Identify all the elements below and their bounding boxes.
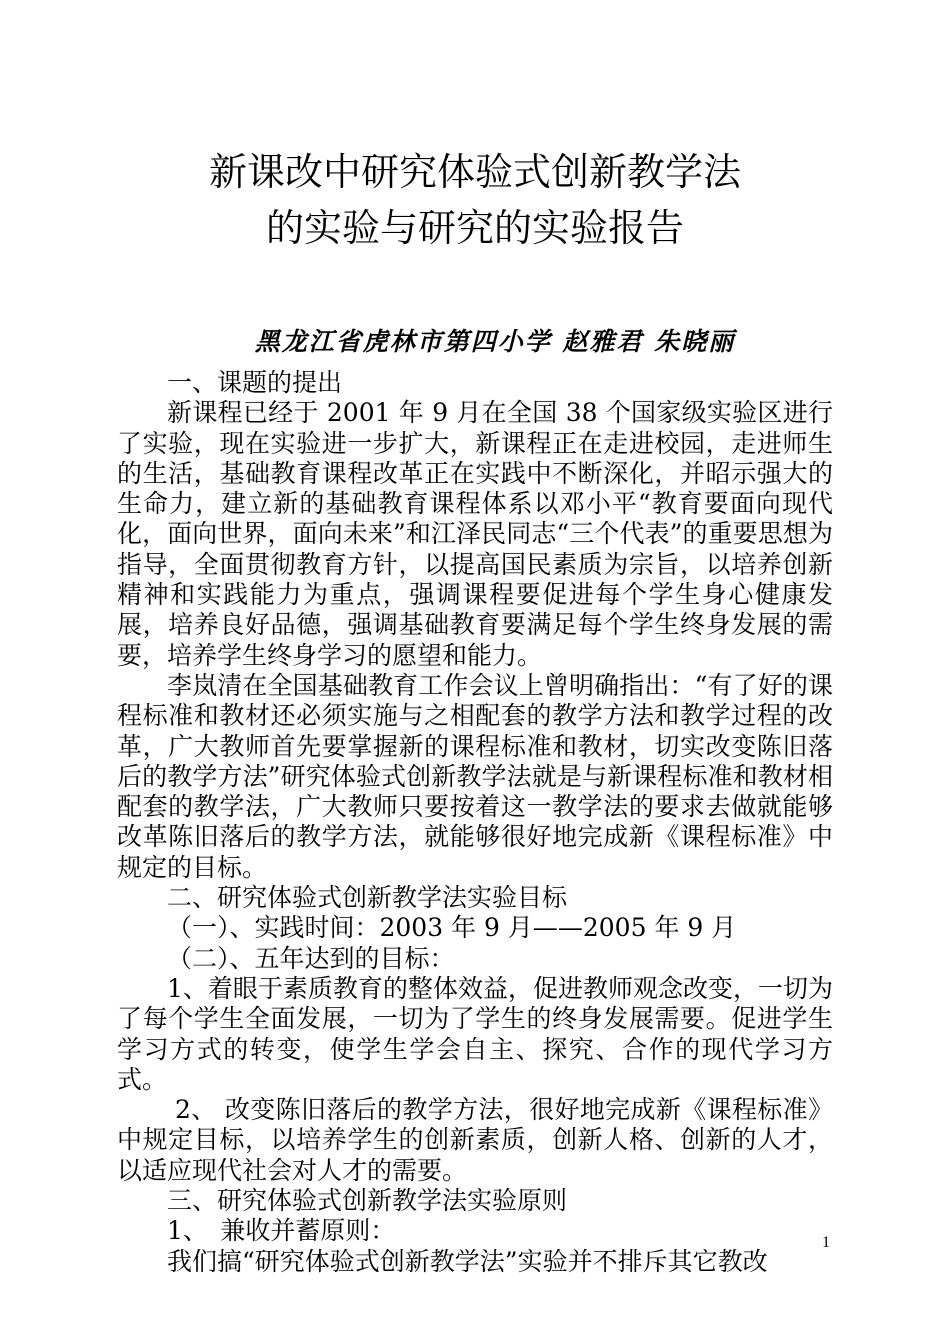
subheading: （一）、实践时间：2003 年 9 月——2005 年 9 月 [167,913,737,943]
section-heading-3: 三、研究体验式创新教学法实验原则 [167,1186,568,1216]
document-body [117,368,833,1277]
page-number: 1 [822,1234,830,1251]
list-item: 2、 改变陈旧落后的教学方法，很好地完成新《课程标准》中规定目标，以培养学生的创新素质，创新人格、创新的人才，以适应现代社会对人才的需要。 [117,1095,833,1185]
paragraph: 我们搞“研究体验式创新教学法”实验并不排斥其它教改 [167,1246,768,1276]
paragraph: 李岚清在全国基础教育工作会议上曾明确指出：“有了好的课程标准和教材还必须实施与之相配套的教学方法和教学过程的改革，广大教师首先要掌握新的课程标准和教材，切实改变陈旧落后的教学方法”研究体验式创新教学法就是与新课程标准和教材相配套的教学法，广大教师只要按着这一教学法的要求去做就能够改革陈旧落后的教学方法，就能够很好地完成新《课程标准》中规定的目标。 [117,670,833,882]
paragraph: 新课程已经于 2001 年 9 月在全国 38 个国家级实验区进行了实验，现在实验进一步扩大，新课程正在走进校园，走进师生的生活，基础教育课程改革正在实践中不断深化，并昭示强大的生命力，建立新的基础教育课程体系以邓小平“教育要面向现代化，面向世界，面向未来”和江泽民同志“三个代表”的重要思想为指导，全面贯彻教育方针，以提高国民素质为宗旨，以培养创新精神和实践能力为重点，强调课程要促进每个学生身心健康发展，培养良好品德，强调基础教育要满足每个学生终身发展的需要，培养学生终身学习的愿望和能力。 [117,398,833,670]
author-byline: 黑龙江省虎林市第四小学 赵雅君 朱晓丽 [254,327,736,356]
document-title-line2: 的实验与研究的实验报告 [265,206,684,250]
section-heading-2: 二、研究体验式创新教学法实验目标 [167,883,568,913]
subheading: （二）、五年达到的目标： [167,943,455,973]
subheading: 1、 兼收并蓄原则： [167,1216,396,1246]
section-heading-1: 一、课题的提出 [167,368,343,397]
list-item: 1、着眼于素质教育的整体效益，促进教师观念改变，一切为了每个学生全面发展，一切为了学生的终身发展需要。促进学生学习方式的转变，使学生学会自主、探究、合作的现代学习方式。 [117,973,833,1094]
document-title-line1: 新课改中研究体验式创新教学法 [208,150,741,194]
